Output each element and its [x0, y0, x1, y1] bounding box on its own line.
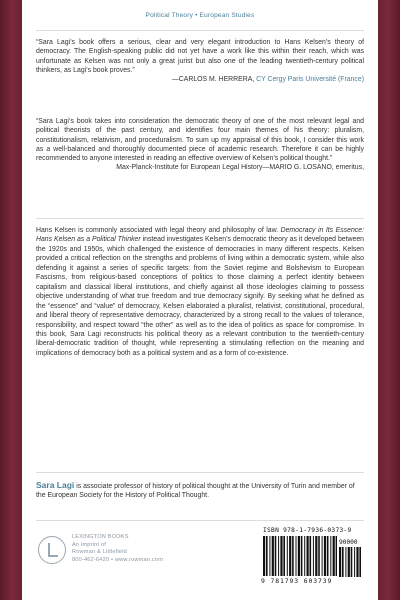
series-divider [36, 30, 364, 31]
section-divider [36, 520, 364, 521]
endorsement-attribution [36, 75, 364, 84]
book-title: Democracy in Its Essence: Hans Kelsen as a Political Thinker [36, 227, 364, 244]
publisher-name: LEXINGTON BOOKS [72, 534, 129, 540]
author-bio: Sara Lagi is associate professor of history of political thought at the University of Turin and member of the European Society for the History of Political Thought. [36, 480, 355, 500]
endorser-line: —MARIO G. LOSANO, emeritus, [262, 164, 364, 172]
cover-text-panel [22, 0, 378, 600]
publisher-info: LEXINGTON BOOKS An imprint of Rowman & Littlefield 800-462-6420 • www.rowman.com [72, 534, 222, 564]
ean-digits: 9 781793 603739 [261, 577, 333, 585]
endorsement-text: “Sara Lagi’s book takes into consideration the democratic theory of one of the most relevant legal and political theorists of the past century, and identifies four main themes of his theory: pluralism, constitutionalism, relativism, and proceduralism. To sum up my appraisal of this book, I consider this work as a well-balanced and thoroughly documented piece of academic research. Therefore it can be highly recommended to anyone interested in reading an effective overview of Kelsen’s political thought.” —MARIO G. LOSANO, emeritus, [36, 118, 364, 172]
section-divider [36, 218, 364, 219]
endorser-affiliation: Max-Planck-Institute for European Legal History [116, 164, 263, 172]
endorsement-herrera [36, 38, 364, 84]
book-description: Hans Kelsen is commonly associated with legal theory and philosophy of law. Democracy in Its Essence: Hans Kelsen as a Political Thinker instead investigates Kelsen’s democratic theory as it developed between the 1920s and 1950s, which challenged the existence of democracies in many different respects. Kelsen provided a critical reflection on the strengths and problems of living within a democratic system, while also defending it against a series of specific targets: from the Soviet regime and Bolshevism to European Fascisms, from religious-based conceptions of politics to those claiming a perfect identity between capitalism and classical liberal institutions, and chiefly against all those ideologies claiming to possess objective understanding of what true freedom and true democracy signify. By seeking what he defined as the “essence” and “value” of democracy, Kelsen elaborated a pluralist, relativist, constitutional, procedural, and liberal theory of representative democracy, characterized by a strong recall to the values of tolerance, responsibility, and respect toward “the other” as well as to the idea of politics as space for compromise. In this book, Sara Lagi reconstructs his political theory as a relevant contribution to the twentieth-century liberal-democratic tradition of thought, while representing a stimulating reflection on the meaning and implications of democracy both as a political system and as a form of co-existence. [36, 227, 365, 357]
isbn-number: ISBN 978-1-7936-0373-9 [263, 527, 352, 534]
series-label: Political Theory • European Studies [145, 12, 255, 19]
endorsement-text: “Sara Lagi’s book offers a serious, clear and very elegant introduction to Hans Kelsen’s theory of democracy. The English-speaking public did not yet have a work like this within their reach, which was unfortunate as Kelsen was not only a great jurist but also one of the leading twentieth-century political thinkers, as Lagi’s book proves.” [36, 39, 364, 74]
price-code: 90000 [339, 539, 358, 546]
endorser-name: —CARLOS M. HERRERA, [171, 76, 255, 84]
price-barcode-bars [339, 547, 363, 579]
endorser-affiliation: CY Cergy Paris Université (France) [256, 76, 364, 84]
author-name: Sara Lagi [36, 480, 75, 490]
publisher-logo-icon [38, 536, 66, 564]
endorsement-losano [36, 117, 364, 173]
isbn-barcode [257, 525, 369, 587]
publisher-contact: 800-462-6420 • www.rowman.com [72, 556, 164, 563]
section-divider [36, 472, 364, 473]
barcode-bars [263, 536, 337, 576]
